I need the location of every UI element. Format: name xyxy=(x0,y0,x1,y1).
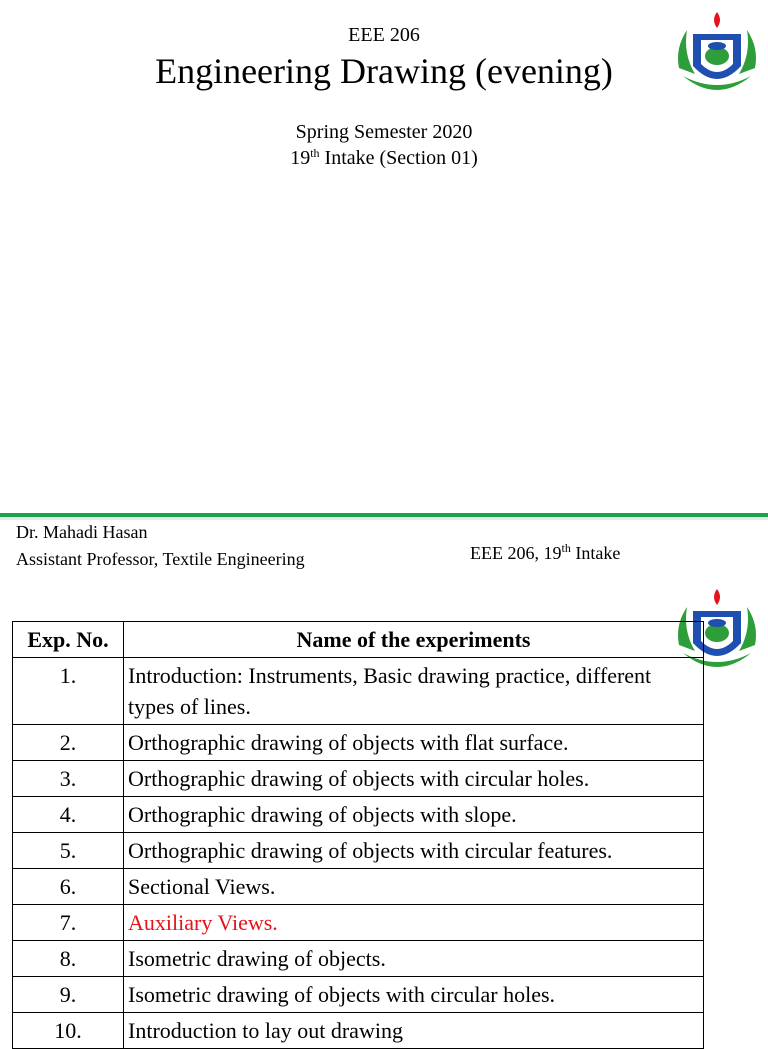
university-logo xyxy=(673,8,761,100)
table-row xyxy=(13,658,704,725)
footer-code-rest: Intake xyxy=(570,543,621,563)
exp-name: Orthographic drawing of objects with slope. xyxy=(124,797,704,833)
exp-name: Orthographic drawing of objects with flat surface. xyxy=(124,725,704,761)
table-row xyxy=(13,977,704,1013)
exp-name: Orthographic drawing of objects with circular features. xyxy=(124,833,704,869)
course-code: EEE 206 xyxy=(348,24,420,46)
author-name: Dr. Mahadi Hasan xyxy=(16,522,148,542)
exp-number: 6. xyxy=(13,869,124,905)
exp-name: Introduction: Instruments, Basic drawing practice, different types of lines. xyxy=(124,658,704,725)
exp-name: Isometric drawing of objects with circular holes. xyxy=(124,977,704,1013)
table-row xyxy=(13,869,704,905)
table-row xyxy=(13,1013,704,1049)
exp-number: 4. xyxy=(13,797,124,833)
table-row xyxy=(13,725,704,761)
exp-name: Sectional Views. xyxy=(124,869,704,905)
exp-number: 2. xyxy=(13,725,124,761)
table-row xyxy=(13,797,704,833)
intake-suffix: th xyxy=(310,146,320,160)
exp-number: 5. xyxy=(13,833,124,869)
footer-code-suffix: th xyxy=(561,541,571,555)
exp-name-highlighted: Auxiliary Views. xyxy=(124,905,704,941)
exp-name: Orthographic drawing of objects with circular holes. xyxy=(124,761,704,797)
exp-number: 7. xyxy=(13,905,124,941)
exp-number: 1. xyxy=(13,658,124,725)
table-header-row xyxy=(13,622,704,658)
table-row xyxy=(13,761,704,797)
exp-number: 9. xyxy=(13,977,124,1013)
table-row-highlighted xyxy=(13,905,704,941)
semester: Spring Semester 2020 xyxy=(295,121,473,143)
intake-number: 19 xyxy=(290,147,311,169)
intake-rest: Intake (Section 01) xyxy=(319,147,478,169)
header-experiment-name: Name of the experiments xyxy=(124,622,704,658)
intake-section xyxy=(0,147,768,170)
exp-number: 3. xyxy=(13,761,124,797)
footer-course-code xyxy=(470,543,620,564)
table-row xyxy=(13,833,704,869)
exp-name: Introduction to lay out drawing xyxy=(124,1013,704,1049)
page-title: Engineering Drawing (evening) xyxy=(155,51,613,91)
author-role: Assistant Professor, Textile Engineering xyxy=(16,549,305,569)
divider-shadow xyxy=(0,517,768,520)
header-exp-no: Exp. No. xyxy=(13,622,124,658)
exp-number: 10. xyxy=(13,1013,124,1049)
experiments-table xyxy=(12,621,704,1049)
exp-number: 8. xyxy=(13,941,124,977)
exp-name: Isometric drawing of objects. xyxy=(124,941,704,977)
table-row xyxy=(13,941,704,977)
footer-code-prefix: EEE 206, 19 xyxy=(470,543,562,563)
